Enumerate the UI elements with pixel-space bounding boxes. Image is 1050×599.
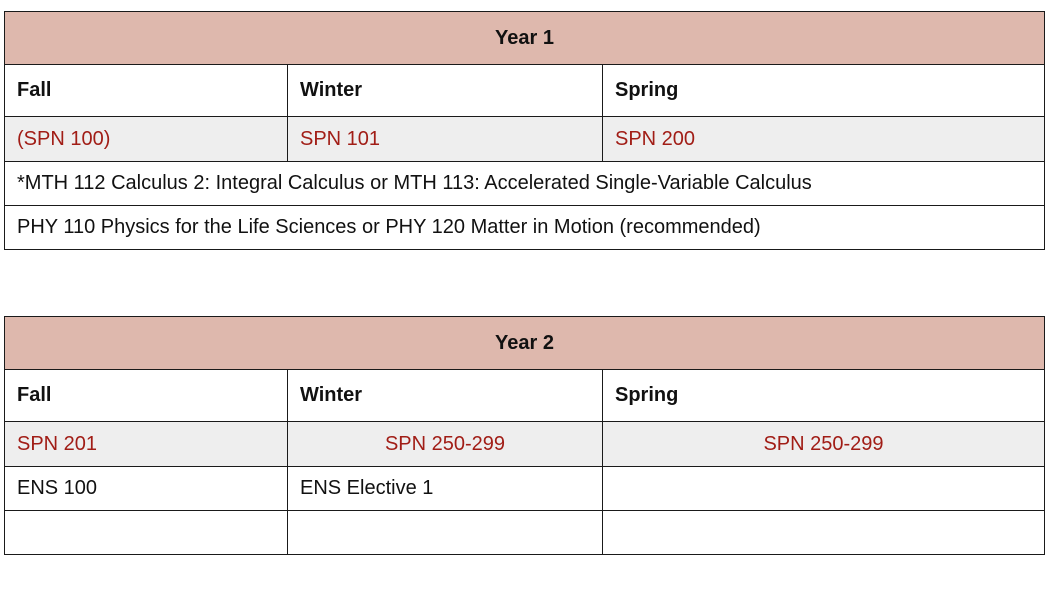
year-2-spring-empty bbox=[603, 511, 1045, 555]
year-1-note-row bbox=[5, 206, 1045, 250]
year-2-spring-course bbox=[603, 467, 1045, 511]
year-2-fall-spanish: SPN 201 bbox=[5, 422, 288, 467]
year-1-term-winter: Winter bbox=[288, 65, 603, 117]
year-2-spanish-row bbox=[5, 422, 1045, 467]
year-2-table bbox=[4, 316, 1045, 555]
year-2-winter-spanish: SPN 250-299 bbox=[288, 422, 603, 467]
year-2-fall-course: ENS 100 bbox=[5, 467, 288, 511]
year-2-winter-course: ENS Elective 1 bbox=[288, 467, 603, 511]
year-2-fall-empty bbox=[5, 511, 288, 555]
year-1-title: Year 1 bbox=[5, 12, 1045, 65]
year-1-table bbox=[4, 11, 1045, 250]
year-1-fall-spanish: (SPN 100) bbox=[5, 117, 288, 162]
year-2-winter-empty bbox=[288, 511, 603, 555]
year-1-spring-spanish: SPN 200 bbox=[603, 117, 1045, 162]
year-2-course-row bbox=[5, 467, 1045, 511]
year-2-spring-spanish: SPN 250-299 bbox=[603, 422, 1045, 467]
year-2-terms-row bbox=[5, 370, 1045, 422]
year-1-term-spring: Spring bbox=[603, 65, 1045, 117]
year-1-term-fall: Fall bbox=[5, 65, 288, 117]
year-1-header-row bbox=[5, 12, 1045, 65]
year-1-note-row bbox=[5, 162, 1045, 206]
year-1-spanish-row bbox=[5, 117, 1045, 162]
year-1-winter-spanish: SPN 101 bbox=[288, 117, 603, 162]
year-1-terms-row bbox=[5, 65, 1045, 117]
year-2-title: Year 2 bbox=[5, 317, 1045, 370]
year-2-term-fall: Fall bbox=[5, 370, 288, 422]
year-2-header-row bbox=[5, 317, 1045, 370]
year-1-physics-note: PHY 110 Physics for the Life Sciences or PHY 120 Matter in Motion (recommended) bbox=[5, 206, 1045, 250]
year-1-math-note: *MTH 112 Calculus 2: Integral Calculus or MTH 113: Accelerated Single-Variable Calculus bbox=[5, 162, 1045, 206]
year-2-term-winter: Winter bbox=[288, 370, 603, 422]
year-2-term-spring: Spring bbox=[603, 370, 1045, 422]
year-2-empty-row bbox=[5, 511, 1045, 555]
